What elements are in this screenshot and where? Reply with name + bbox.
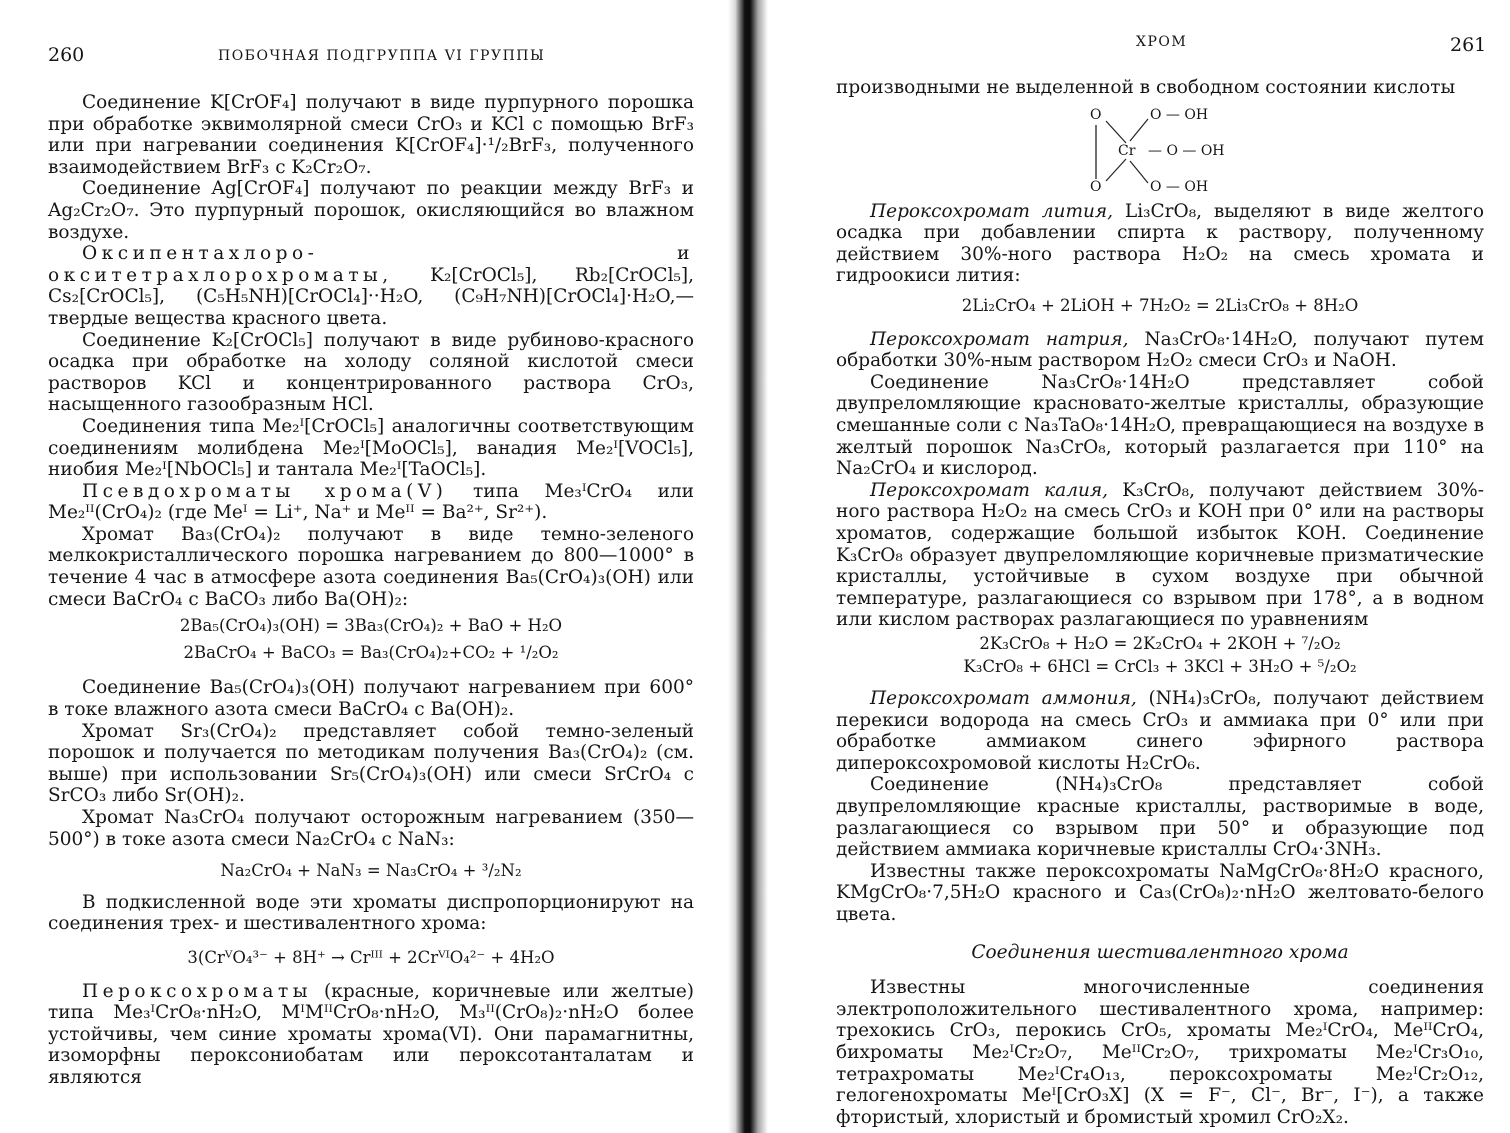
paragraph: Известны многочисленные соединения электроположительного шестивалентного хрома, например: трехокись CrO₃, перокись CrO₅, хроматы Me₂ᴵCrO₄, MeᴵᴵCrO₄, бихроматы Me₂ᴵCr₂O₇, MeᴵᴵCr₂O₇, трихроматы Me₂ᴵCr₃O₁₀, тетрахроматы Me₂ᴵCr₄O₁₃, пероксохроматы Me₂ᴵCr₂O₁₂, гелогенохроматы Meᴵ[CrO₃X] (X = F⁻, Cl⁻, Br⁻, I⁻), а также фтористый, хлористый и бромистый хромил CrO₂X₂. — [836, 977, 1484, 1128]
peroxo-group-label: O — OH — [1150, 106, 1209, 123]
equation: 2Ba₅(CrO₄)₃(OH) = 3Ba₃(CrO₄)₂ + BaO + H₂O — [179, 616, 563, 636]
paragraph — [836, 329, 1484, 372]
page-number: 260 — [48, 44, 85, 66]
paragraph — [48, 243, 694, 329]
compound-name: Пероксохромат аммония, — [870, 688, 1137, 710]
paragraph-text: Na₃CrO₈·14H₂O, получают путем обработки 30%-ным раствором H₂O₂ смеси CrO₃ и NaOH. — [836, 328, 1485, 372]
paragraph: Соединение (NH₄)₃CrO₈ представляет собой двупреломляющие красные кристаллы, растворимые в воде, разлагающиеся со взрывом при 50° и образующие под действием аммиака коричневые кристаллы CrO₄·3NH₃. — [836, 774, 1484, 861]
paragraph — [836, 688, 1484, 774]
paragraph: Хромат Na₃CrO₄ получают осторожным нагреванием (350—500°) в токе азота смеси Na₂CrO₄ с NaN₃: — [48, 807, 694, 850]
paragraph — [836, 480, 1484, 631]
oxygen-label: O — [1090, 178, 1102, 195]
paragraph: Соединения типа Me₂ᴵ[CrOCl₅] аналогичны соответствующим соединениям молибдена Me₂ᴵ[MoOCl₅], ванадия Me₂ᴵ[VOCl₅], ниобия Me₂ᴵ[NbOCl₅] и тантала Me₂ᴵ[TaOCl₅]. — [48, 415, 694, 481]
paragraph-text: K₃CrO₈, получают действием 30%-ного раствора H₂O₂ на смесь CrO₃ и KOH при 0° или на растворы хроматов, содержащие большой избыток KOH. Соединение K₃CrO₈ образует двупреломляющие коричневые призматические кристаллы, устойчивые в сухом воздухе при обычной температуре, разлагающиеся со взрывом при 178°, а в водном или кислом растворах разлагающиеся по уравнениям — [836, 479, 1484, 631]
structural-formula — [1090, 103, 1230, 197]
left-page — [0, 0, 740, 1133]
chromium-label: Cr — [1118, 142, 1136, 159]
right-page — [760, 0, 1510, 1133]
peroxo-group-label: — O — OH — [1148, 142, 1225, 159]
text-column — [836, 77, 1484, 1128]
compound-name: Пероксохромат калия, — [870, 479, 1109, 501]
term-heading: Оксипентахлоро- и окситетрахлорохроматы, — [48, 243, 694, 286]
compound-name: Пероксохромат натрия, — [870, 328, 1129, 350]
paragraph: Соединение Ag[CrOF₄] получают по реакции между BrF₃ и Ag₂Cr₂O₇. Это пурпурный порошок, окисляющийся во влажном воздухе. — [48, 178, 694, 243]
paragraph — [48, 981, 694, 1089]
equation: 2K₃CrO₈ + H₂O = 2K₂CrO₄ + 2KOH + ⁷/₂O₂ — [979, 633, 1341, 653]
term-heading: Псевдохроматы хрома(V) — [82, 480, 448, 502]
compound-name: Пероксохромат лития, — [870, 200, 1114, 222]
equation: 3(CrⱽO₄³⁻ + 8H⁺ → Crᴵᴵᴵ + 2CrⱽᴵO₄²⁻ + 4H₂O — [187, 947, 555, 967]
paragraph: Соединение K₂[CrOCl₅] получают в виде рубиново-красного осадка при обработке на холоду соляной кислотой смеси растворов KCl и концентрированного раствора CrO₃, насыщенного газообразным HCl. — [48, 329, 694, 416]
paragraph: Соединение K[CrOF₄] получают в виде пурпурного порошка при обработке эквимолярной смеси CrO₃ и KCl с помощью BrF₃ или при нагревании соединения K[CrOF₄]·¹/₂BrF₃, полученного взаимодействием BrF₃ с K₂Cr₂O₇. — [48, 92, 694, 178]
equation: K₃CrO₈ + 6HCl = CrCl₃ + 3KCl + 3H₂O + ⁵/₂O₂ — [963, 657, 1357, 677]
text-column — [48, 92, 694, 1089]
paragraph-text: K₂[CrOCl₅], Rb₂[CrOCl₅], Cs₂[CrOCl₅], (C₅H₅NH)[CrOCl₄]··H₂O, (C₉H₇NH)[CrOCl₄]·H₂O,— твердые вещества красного цвета. — [48, 264, 694, 329]
paragraph-text: (красные, коричневые или желтые) типа Me₃ᴵCrO₈·nH₂O, MᴵMᴵᴵCrO₈·nH₂O, M₃ᴵᴵ(CrO₈)₂·nH₂O более устойчивы, чем синие хроматы хрома(VI). Они парамагнитны, изоморфны пероксониобатам или пероксотанталатам и являются — [48, 980, 695, 1088]
paragraph — [836, 201, 1484, 287]
page-number: 261 — [1450, 34, 1487, 56]
paragraph-text: типа Me₃ᴵCrO₄ или Me₂ᴵᴵ(CrO₄)₂ (где Meᴵ = Li⁺, Na⁺ и Meᴵᴵ = Ba²⁺, Sr²⁺). — [48, 480, 694, 524]
paragraph: Хромат Sr₃(CrO₄)₂ представляет собой темно-зеленый порошок и получается по методикам получения Ba₃(CrO₄)₂ (см. выше) при использовании Sr₅(CrO₄)₃(OH) или смеси SrCrO₄ с SrCO₃ либо Sr(OH)₂. — [48, 720, 694, 807]
paragraph: Соединение Ba₅(CrO₄)₃(OH) получают нагреванием при 600° в токе влажного азота смеси BaCrO₄ с Ba(OH)₂. — [48, 677, 694, 721]
equation: 2Li₂CrO₄ + 2LiOH + 7H₂O₂ = 2Li₃CrO₈ + 8H₂O — [961, 295, 1359, 315]
running-head: ПОБОЧНАЯ ПОДГРУППА VI ГРУППЫ — [218, 48, 546, 64]
paragraph — [48, 481, 694, 524]
equation: Na₂CrO₄ + NaN₃ = Na₃CrO₄ + ³/₂N₂ — [220, 861, 522, 881]
equation: 2BaCrO₄ + BaCO₃ = Ba₃(CrO₄)₂+CO₂ + ¹/₂O₂ — [183, 642, 559, 662]
oxygen-label: O — [1090, 106, 1102, 123]
paragraph-text: (NH₄)₃CrO₈, получают действием перекиси водорода на смесь CrO₃ и аммиака при 0° или при обработке аммиаком синего эфирного раствора дипероксохромовой кислоты H₂CrO₆. — [836, 688, 1484, 774]
paragraph: В подкисленной воде эти хроматы диспропорционируют на соединения трех- и шестивалентного хрома: — [48, 891, 694, 935]
running-head: ХРОМ — [1136, 34, 1188, 50]
paragraph-text: Li₃CrO₈, выделяют в виде желтого осадка при добавлении спирта к раствору, полученному действием 30%-ного раствора H₂O₂ на смесь хромата и гидроокиси лития: — [836, 200, 1484, 287]
section-subheading: Соединения шестивалентного хрома — [971, 941, 1349, 963]
paragraph: производными не выделенной в свободном состоянии кислоты — [836, 77, 1456, 98]
paragraph: Соединение Na₃CrO₈·14H₂O представляет собой двупреломляющие красновато-желтые кристаллы, образующие смешанные соли с Na₃TaO₈·14H₂O, превращающиеся на воздухе в желтый порошок Na₃CrO₈, который разлагается при 110° на Na₂CrO₄ и кислород. — [836, 371, 1484, 480]
term-heading: Пероксохроматы — [82, 980, 312, 1002]
paragraph: Хромат Ba₃(CrO₄)₂ получают в виде темно-зеленого мелкокристаллического порошка нагреванием до 800—1000° в течение 4 час в атмосфере азота соединения Ba₅(CrO₄)₃(OH) или смеси BaCrO₄ с BaCO₃ либо Ba(OH)₂: — [48, 523, 694, 610]
paragraph: Известны также пероксохроматы NaMgCrO₈·8H₂O красного, KMgCrO₈·7,5H₂O красного и Ca₃(CrO₈)₂·nH₂O желтовато-белого цвета. — [836, 860, 1484, 925]
peroxo-group-label: O — OH — [1150, 178, 1209, 195]
